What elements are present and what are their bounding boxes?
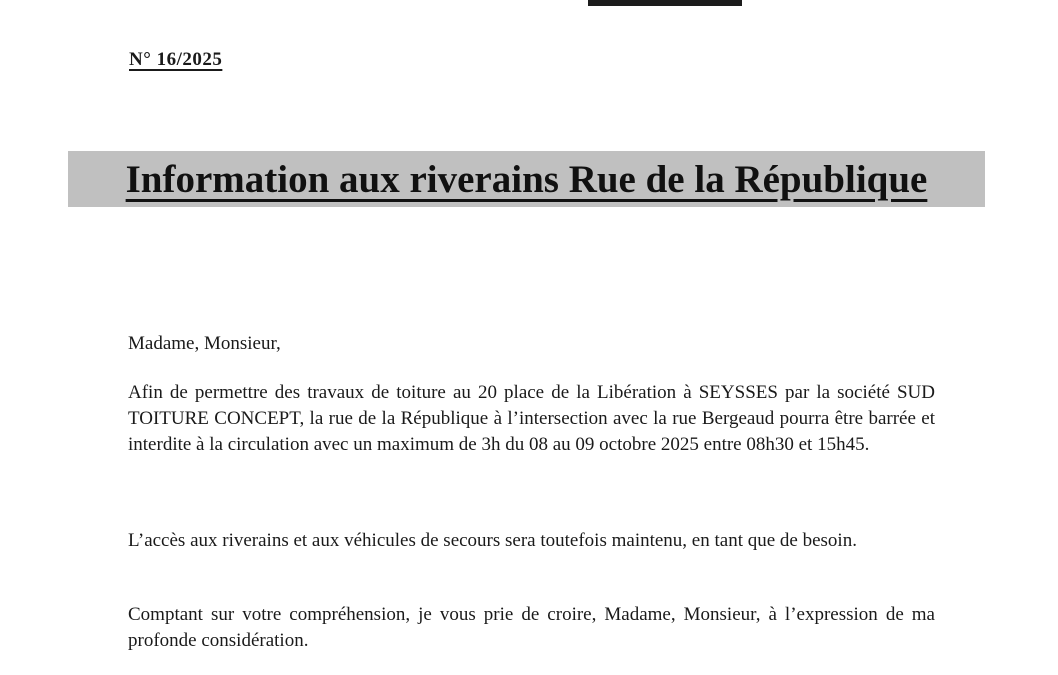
body-paragraph-closing: Comptant sur votre compréhension, je vous prie de croire, Madame, Monsieur, à l’expression de ma profonde considération. xyxy=(128,604,935,651)
body-paragraph-works-notice: Afin de permettre des travaux de toiture au 20 place de la Libération à SEYSSES par la société SUD TOITURE CONCEPT, la rue de la République à l’intersection avec la rue Bergeaud pourra être barrée et interdite à la circulation avec un maximum de 3h du 08 au 09 octobre 2025 entre 08h30 et 15h45. xyxy=(128,382,935,455)
document-title: Information aux riverains Rue de la République xyxy=(125,157,928,201)
salutation: Madame, Monsieur, xyxy=(128,333,281,354)
body-paragraph-access: L’accès aux riverains et aux véhicules de secours sera toutefois maintenu, en tant que de besoin. xyxy=(128,530,857,551)
reference-number: N° 16/2025 xyxy=(129,49,223,70)
cropped-header-bar xyxy=(588,0,742,6)
title-banner xyxy=(68,151,985,207)
